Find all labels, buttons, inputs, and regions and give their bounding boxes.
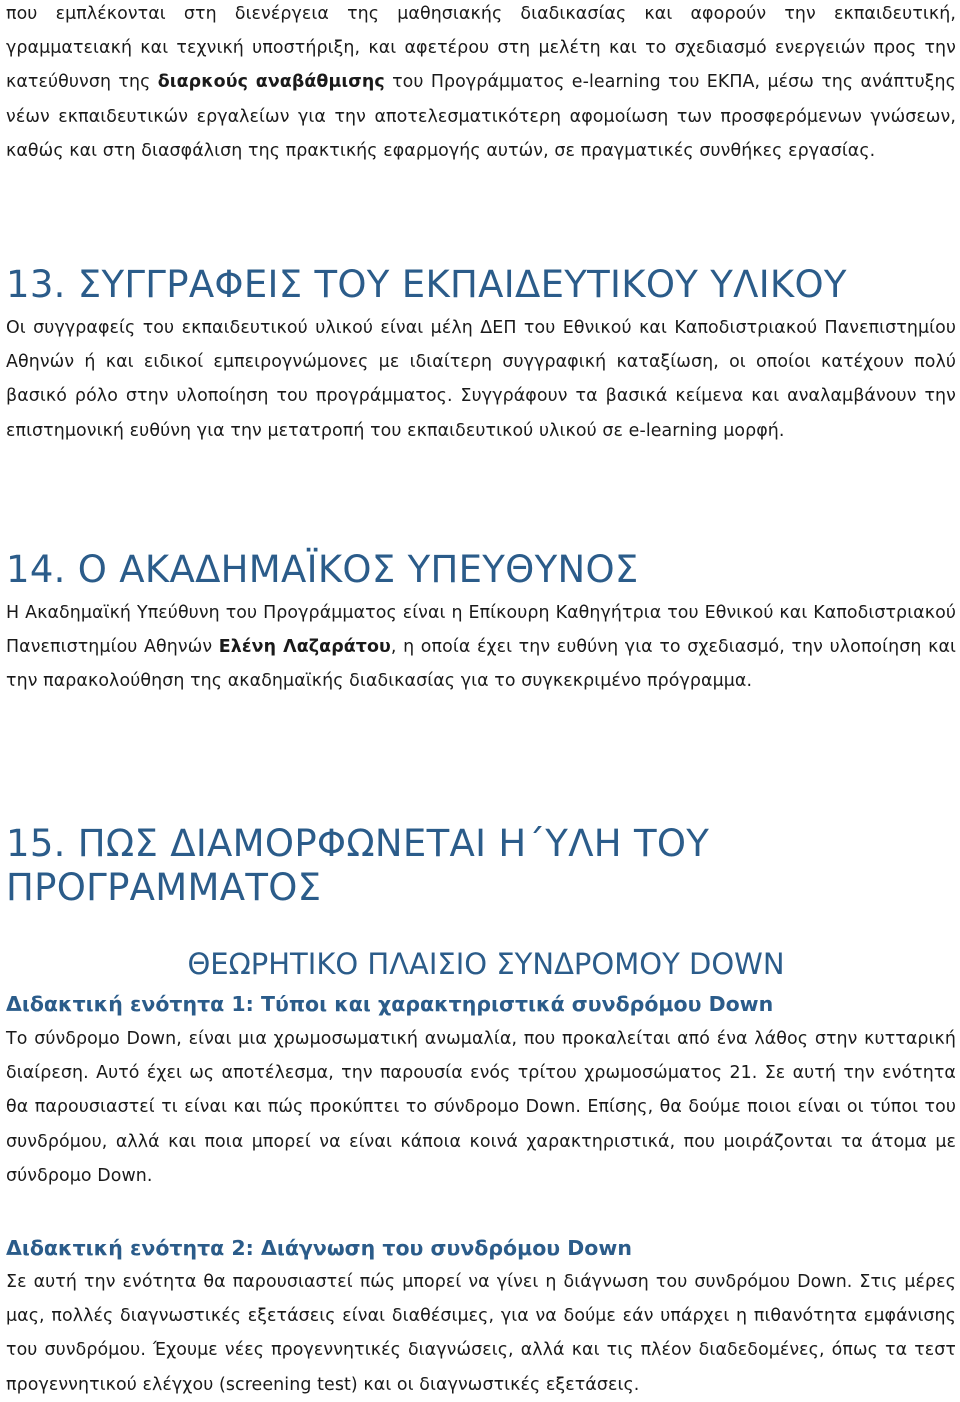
unit-1-title: Διδακτική ενότητα 1: Τύποι και χαρακτηριστικά συνδρόμου Down bbox=[6, 992, 774, 1016]
intro-paragraph bbox=[6, 0, 956, 168]
section-14-text-a: Η Ακαδημαϊκή Υπεύθυνη του Προγράμματος είναι η Επίκουρη Καθηγήτρια του Εθνικού και Καποδιστριακού Πανεπιστημίου Αθηνών bbox=[6, 603, 956, 658]
section-15-title-line2: ΠΡΟΓΡΑΜΜΑΤΟΣ bbox=[6, 866, 322, 909]
section-14-body bbox=[6, 596, 956, 699]
unit-1-body: Το σύνδρομο Down, είναι μια χρωμοσωματική ανωμαλία, που προκαλείται από ένα λάθος στην κυτταρική διαίρεση. Αυτό έχει ως αποτέλεσμα, την παρουσία ενός τρίτου χρωμοσώματος 21. Σε αυτή την ενότητα θα παρουσιαστεί τι είναι και πώς προκύπτει το σύνδρομο Down. Επίσης, θα δούμε ποιοι είναι οι τύποι του συνδρόμου, αλλά και ποια μπορεί να είναι κάποια κοινά χαρακτηριστικά, που μοιράζονται τα άτομα με σύνδρομο Down. bbox=[6, 1029, 956, 1186]
section-13-title: 13. ΣΥΓΓΡΑΦΕΙΣ ΤΟΥ ΕΚΠΑΙΔΕΥΤΙΚΟΥ ΥΛΙΚΟΥ bbox=[6, 263, 847, 306]
academic-lead-name: Ελένη Λαζαράτου bbox=[218, 637, 391, 658]
intro-text-a: που εμπλέκονται στη διενέργεια της μαθησιακής διαδικασίας και αφορούν την εκπαιδευτική, γραμματειακή και τεχνική υποστήριξη, και αφετέρου στη μελέτη και το σχεδιασμό ενεργειών προς την κατεύθυνση της bbox=[6, 4, 956, 93]
theory-framework-subtitle: ΘΕΩΡΗΤΙΚΟ ΠΛΑΙΣΙΟ ΣΥΝΔΡΟΜΟΥ DOWN bbox=[187, 947, 785, 981]
unit-2-title: Διδακτική ενότητα 2: Διάγνωση του συνδρόμου Down bbox=[6, 1236, 632, 1260]
section-13-body: Οι συγγραφείς του εκπαιδευτικού υλικού είναι μέλη ΔΕΠ του Εθνικού και Καποδιστριακού Πανεπιστημίου Αθηνών ή και ειδικοί εμπειρογνώμονες με ιδιαίτερη συγγραφική καταξίωση, οι οποίοι κατέχουν πολύ βασικό ρόλο στην υλοποίηση του προγράμματος. Συγγράφουν τα βασικά κείμενα και αναλαμβάνουν την επιστημονική ευθύνη για την μετατροπή του εκπαιδευτικού υλικού σε e-learning μορφή. bbox=[6, 318, 956, 441]
section-14-title: 14. Ο ΑΚΑΔΗΜΑΪΚΟΣ ΥΠΕΥΘΥΝΟΣ bbox=[6, 548, 639, 591]
intro-bold-phrase: διαρκούς αναβάθμισης bbox=[157, 72, 385, 93]
section-15-title-line1: 15. ΠΩΣ ΔΙΑΜΟΡΦΩΝΕΤΑΙ Η΄ΥΛΗ ΤΟΥ bbox=[6, 822, 710, 865]
unit-2-body: Σε αυτή την ενότητα θα παρουσιαστεί πώς μπορεί να γίνει η διάγνωση του συνδρόμου Down. Στις μέρες μας, πολλές διαγνωστικές εξετάσεις είναι διαθέσιμες, για να δούμε εάν υπάρχει η πιθανότητα εμφάνισης του συνδρόμου. Έχουμε νέες προγεννητικές διαγνώσεις, αλλά και τις πλέον διαδεδομένες, όπως τα τεστ προγεννητικού ελέγχου (screening test) και οι διαγνωστικές εξετάσεις. bbox=[6, 1272, 956, 1395]
intro-text-b: του Προγράμματος e-learning του ΕΚΠΑ, μέσω της ανάπτυξης νέων εκπαιδευτικών εργαλείων για την αποτελεσματικότερη αφομοίωση των προσφερόμενων γνώσεων, καθώς και στη διασφάλιση της πρακτικής εφαρμογής αυτών, σε πραγματικές συνθήκες εργασίας. bbox=[6, 72, 956, 161]
section-14-text-b: , η οποία έχει την ευθύνη για το σχεδιασμό, την υλοποίηση και την παρακολούθηση της ακαδημαϊκής διαδικασίας για το συγκεκριμένο πρόγραμμα. bbox=[6, 637, 956, 692]
